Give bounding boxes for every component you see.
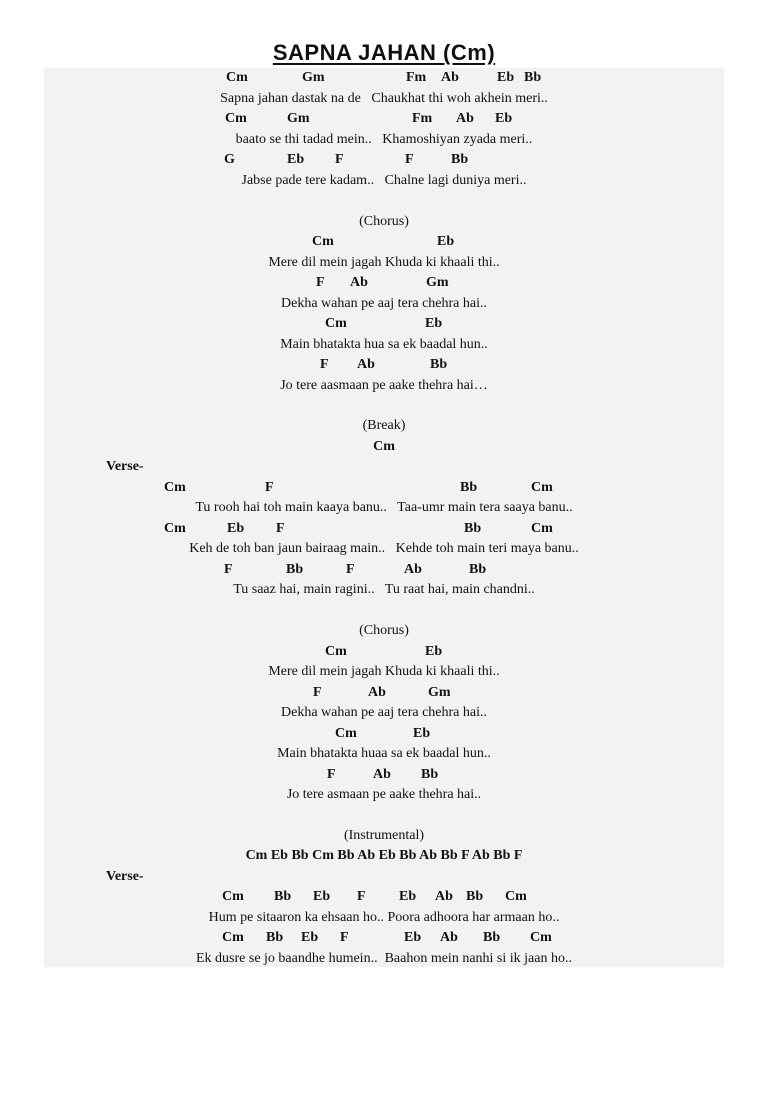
chord: Cm	[164, 521, 186, 536]
chord: F	[320, 357, 329, 372]
chord: F	[276, 521, 285, 536]
section-label: Verse-	[106, 459, 144, 474]
chord: Bb	[469, 562, 487, 577]
chord: Bb	[524, 70, 542, 85]
chord: Cm	[531, 480, 553, 495]
chord: Fm	[412, 111, 433, 126]
chord: Cm	[222, 930, 244, 945]
chord: Eb	[497, 70, 515, 85]
chord: Gm	[426, 275, 449, 290]
chord: Cm	[335, 726, 357, 741]
chord: F	[357, 889, 366, 904]
chord: Bb	[421, 767, 439, 782]
chord-line	[0, 642, 768, 662]
chord: Ab	[350, 275, 368, 290]
lyric-line: Main bhatakta huaa sa ek baadal hun..	[277, 746, 491, 761]
chord-line	[0, 355, 768, 375]
lyric-line: Tu saaz hai, main ragini.. Tu raat hai, main chandni..	[233, 582, 535, 597]
chord: Eb	[413, 726, 431, 741]
chord: Gm	[287, 111, 310, 126]
chord: Cm	[325, 316, 347, 331]
chord: F	[316, 275, 325, 290]
lyric-line: Main bhatakta hua sa ek baadal hun..	[280, 337, 488, 352]
chord-line	[0, 887, 768, 907]
chord: Cm	[531, 521, 553, 536]
chord-line	[0, 724, 768, 744]
chord: Bb	[266, 930, 284, 945]
chord-line	[0, 232, 768, 252]
chord-line	[0, 109, 768, 129]
chord: Ab	[435, 889, 453, 904]
lyric-line: baato se thi tadad mein.. Khamoshiyan zyada meri..	[235, 132, 533, 147]
chord: F	[327, 767, 336, 782]
chord-line: Cm	[373, 439, 395, 454]
chord: Eb	[437, 234, 455, 249]
chord: F	[313, 685, 322, 700]
lyric-line: Dekha wahan pe aaj tera chehra hai..	[281, 296, 487, 311]
chord-line	[0, 560, 768, 580]
chord: F	[335, 152, 344, 167]
song-title: SAPNA JAHAN (Cm)	[272, 40, 496, 65]
chord: Ab	[440, 930, 458, 945]
chord-line	[0, 273, 768, 293]
chord: Ab	[368, 685, 386, 700]
chord: Bb	[451, 152, 469, 167]
chord: Eb	[404, 930, 422, 945]
chord-line: Cm Eb Bb Cm Bb Ab Eb Bb Ab Bb F Ab Bb F	[245, 848, 523, 863]
chord: Eb	[301, 930, 319, 945]
chord: Gm	[302, 70, 325, 85]
chord: Eb	[399, 889, 417, 904]
chord: Eb	[287, 152, 305, 167]
chord: F	[224, 562, 233, 577]
chord: Bb	[464, 521, 482, 536]
chord: Cm	[222, 889, 244, 904]
chord: Cm	[505, 889, 527, 904]
chord: Gm	[428, 685, 451, 700]
chord: Ab	[373, 767, 391, 782]
chord: Ab	[456, 111, 474, 126]
lyric-line: Sapna jahan dastak na de Chaukhat thi woh akhein meri..	[220, 91, 548, 106]
lyric-line: Jo tere aasmaan pe aake thehra hai…	[280, 378, 488, 393]
chord-line	[0, 150, 768, 170]
chord: Cm	[164, 480, 186, 495]
chord: Ab	[441, 70, 459, 85]
section-label: (Chorus)	[359, 214, 409, 229]
chord: Bb	[483, 930, 501, 945]
lyric-line: Hum pe sitaaron ka ehsaan ho.. Poora adhoora har armaan ho..	[208, 910, 560, 925]
chord: F	[346, 562, 355, 577]
chord: Cm	[225, 111, 247, 126]
chord: Cm	[312, 234, 334, 249]
chord-line	[0, 519, 768, 539]
chord: F	[265, 480, 274, 495]
chord: Bb	[286, 562, 304, 577]
chord-line	[0, 68, 768, 88]
lyric-line: Jabse pade tere kadam.. Chalne lagi duniya meri..	[241, 173, 527, 188]
section-label: (Break)	[362, 418, 406, 433]
chord: Ab	[404, 562, 422, 577]
section-label: Verse-	[106, 869, 144, 884]
lyric-line: Dekha wahan pe aaj tera chehra hai..	[281, 705, 487, 720]
lyric-line: Jo tere asmaan pe aake thehra hai..	[286, 787, 482, 802]
chord: Eb	[495, 111, 513, 126]
chord: G	[224, 152, 235, 167]
chord: Cm	[325, 644, 347, 659]
section-label: (Chorus)	[359, 623, 409, 638]
lyric-line: Mere dil mein jagah Khuda ki khaali thi..	[268, 255, 500, 270]
chord: Bb	[430, 357, 448, 372]
chord: Bb	[460, 480, 478, 495]
chord: Eb	[313, 889, 331, 904]
lyric-line: Tu rooh hai toh main kaaya banu.. Taa-umr main tera saaya banu..	[195, 500, 573, 515]
chord: Ab	[357, 357, 375, 372]
chord-line	[0, 765, 768, 785]
chord: Cm	[226, 70, 248, 85]
lyric-line: Mere dil mein jagah Khuda ki khaali thi..	[268, 664, 500, 679]
chord: Bb	[466, 889, 484, 904]
section-label: (Instrumental)	[343, 828, 425, 843]
chord-line	[0, 314, 768, 334]
lyric-line: Ek dusre se jo baandhe humein.. Baahon mein nanhi si ik jaan ho..	[196, 951, 572, 966]
chord: Eb	[425, 644, 443, 659]
chord: Fm	[406, 70, 427, 85]
chord: Eb	[425, 316, 443, 331]
chord: F	[340, 930, 349, 945]
chord: Cm	[530, 930, 552, 945]
lyric-line: Keh de toh ban jaun bairaag main.. Kehde toh main teri maya banu..	[189, 541, 579, 556]
chord: F	[405, 152, 414, 167]
chord: Eb	[227, 521, 245, 536]
chord-line	[0, 683, 768, 703]
chord: Bb	[274, 889, 292, 904]
chord-line	[0, 928, 768, 948]
chord-line	[0, 478, 768, 498]
